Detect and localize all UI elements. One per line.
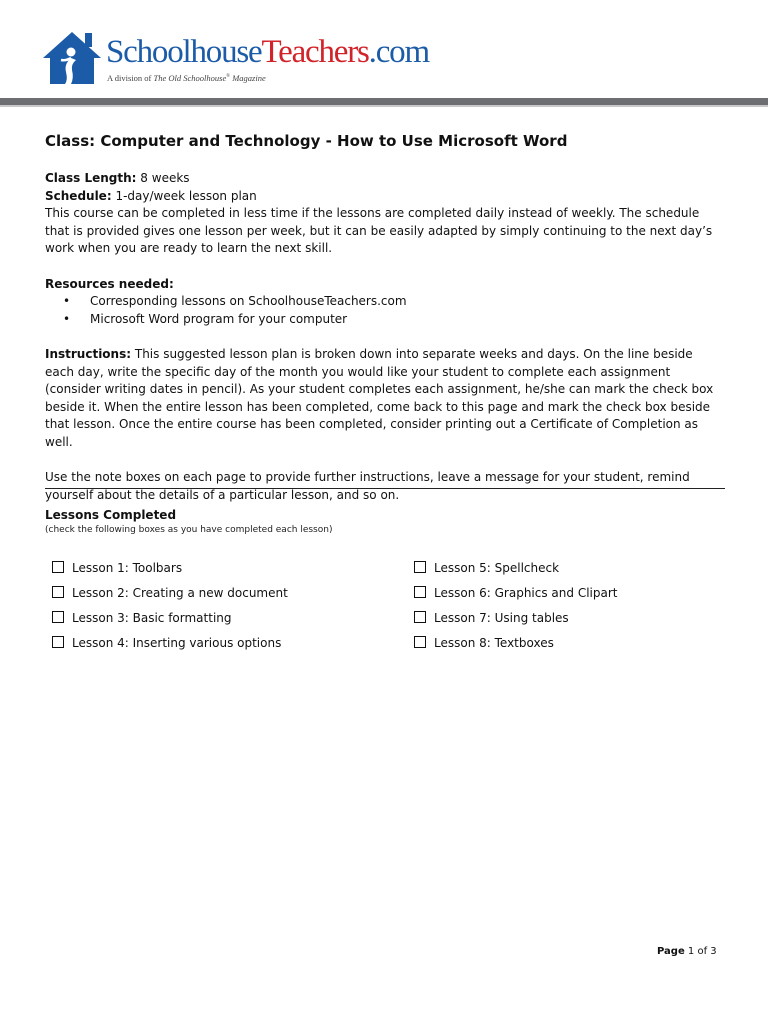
- note-paragraph: Use the note boxes on each page to provide further instructions, leave a message for your student, remind yourself about the details of a particular lesson, and so on.: [45, 470, 690, 502]
- resources-heading: Resources needed:: [45, 276, 174, 291]
- header-divider-light: [0, 105, 768, 107]
- resources-list: [45, 293, 725, 328]
- lesson-item-7: [414, 611, 569, 625]
- schoolhouse-logo-icon: [41, 30, 103, 86]
- lessons-subheading: (check the following boxes as you have completed each lesson): [45, 525, 333, 535]
- section-divider: [45, 488, 725, 489]
- header-divider: [0, 98, 768, 105]
- instructions: Instructions: This suggested lesson plan is broken down into separate weeks and days. On the line beside each day, write the specific day of the month you would like your student to complete each assignment (consider writing dates in pencil). As your student completes each assignment, he/she can mark the check box beside it. When the entire lesson has been completed, come back to this page and mark the check box beside that lesson. Once the entire course has been completed, consider printing out a Certificate of Completion as well.: [45, 346, 714, 449]
- lesson-label: Lesson 8: Textboxes: [434, 636, 554, 650]
- lesson-checkbox[interactable]: [52, 636, 64, 648]
- logo-wordmark: SchoolhouseTeachers.com: [106, 34, 429, 70]
- schedule-note: This course can be completed in less time if the lessons are completed daily instead of weekly. The schedule that is provided gives one lesson per week, but it can be easily adapted by simply continuing to the next day’s work when you are ready to learn the next skill.: [45, 206, 713, 256]
- lesson-checkbox[interactable]: [414, 636, 426, 648]
- lesson-checkbox[interactable]: [414, 561, 426, 573]
- lesson-label: Lesson 1: Toolbars: [72, 561, 183, 575]
- lesson-checkbox[interactable]: [52, 586, 64, 598]
- lesson-label: Lesson 2: Creating a new document: [72, 586, 288, 600]
- page-header: [0, 0, 768, 98]
- page-number: Page 1 of 3: [657, 946, 717, 957]
- lesson-checkbox[interactable]: [52, 561, 64, 573]
- lesson-label: Lesson 5: Spellcheck: [434, 561, 560, 575]
- lesson-item-8: [414, 636, 554, 650]
- lesson-item-2: [52, 586, 288, 600]
- lesson-label: Lesson 3: Basic formatting: [72, 611, 232, 625]
- lesson-label: Lesson 4: Inserting various options: [72, 636, 282, 650]
- class-length: Class Length: 8 weeks: [45, 171, 190, 185]
- lesson-item-3: [52, 611, 232, 625]
- lesson-checkbox[interactable]: [52, 611, 64, 623]
- logo-tagline: A division of The Old Schoolhouse® Magazine: [107, 73, 266, 83]
- lessons-heading: Lessons Completed: [45, 508, 177, 522]
- lesson-label: Lesson 6: Graphics and Clipart: [434, 586, 618, 600]
- lesson-item-1: [52, 561, 182, 575]
- class-title: Class: Computer and Technology - How to Use Microsoft Word: [45, 132, 568, 150]
- lesson-item-6: [414, 586, 617, 600]
- lesson-item-5: [414, 561, 559, 575]
- resource-item: • Microsoft Word program for your computer: [45, 311, 725, 329]
- schedule: Schedule: 1-day/week lesson plan: [45, 188, 257, 203]
- lesson-item-4: [52, 636, 281, 650]
- lesson-label: Lesson 7: Using tables: [434, 611, 569, 625]
- lesson-checkbox[interactable]: [414, 586, 426, 598]
- lesson-checkbox[interactable]: [414, 611, 426, 623]
- resource-item: • Corresponding lessons on SchoolhouseTeachers.com: [45, 293, 725, 311]
- document-body: [45, 130, 725, 504]
